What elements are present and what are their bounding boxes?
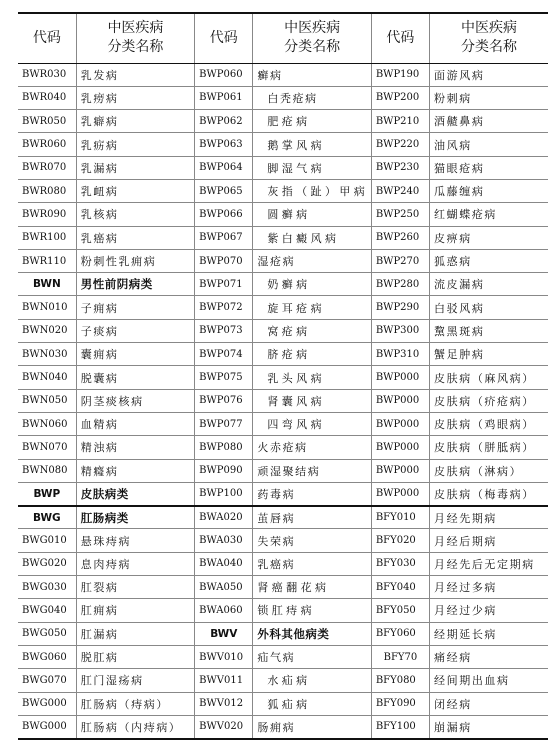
category-name-cell: 男性前阴病类 bbox=[76, 273, 194, 296]
code-cell: BWP000 bbox=[371, 482, 429, 505]
code-cell: BFY040 bbox=[371, 576, 429, 599]
disease-name-cell: 精癃病 bbox=[76, 459, 194, 482]
table-row bbox=[18, 226, 548, 249]
disease-name-cell: 顽湿聚结病 bbox=[253, 459, 371, 482]
category-code-cell: BWG bbox=[18, 506, 76, 529]
disease-name-cell: 锁肛痔病 bbox=[253, 599, 371, 622]
disease-name-cell: 狐惑病 bbox=[430, 249, 548, 272]
disease-name-cell: 湿疮病 bbox=[253, 249, 371, 272]
code-cell: BWP310 bbox=[371, 343, 429, 366]
disease-name-cell: 瓜藤缠病 bbox=[430, 179, 548, 202]
disease-name-cell: 息肉痔病 bbox=[76, 552, 194, 575]
disease-name-cell: 乳漏病 bbox=[76, 156, 194, 179]
table-header-row bbox=[18, 13, 548, 63]
code-cell: BWP063 bbox=[195, 133, 253, 156]
disease-name-cell: 脚湿气病 bbox=[253, 156, 371, 179]
code-cell: BWP074 bbox=[195, 343, 253, 366]
disease-name-cell: 白秃疮病 bbox=[253, 86, 371, 109]
disease-name-cell: 油风病 bbox=[430, 133, 548, 156]
disease-name-cell: 闭经病 bbox=[430, 692, 548, 715]
disease-name-cell: 茧唇病 bbox=[253, 506, 371, 529]
table-row bbox=[18, 110, 548, 133]
table-row bbox=[18, 436, 548, 459]
table-row bbox=[18, 86, 548, 109]
code-cell: BFY020 bbox=[371, 529, 429, 552]
disease-name-cell: 肾囊风病 bbox=[253, 389, 371, 412]
code-cell: BWP080 bbox=[195, 436, 253, 459]
category-name-cell: 皮肤病类 bbox=[76, 482, 194, 505]
code-cell: BWV020 bbox=[195, 715, 253, 738]
disease-name-cell: 乳癖病 bbox=[76, 110, 194, 133]
disease-name-cell: 旋耳疮病 bbox=[253, 296, 371, 319]
disease-name-cell: 灰指（趾）甲病 bbox=[253, 179, 371, 202]
disease-name-cell: 经间期出血病 bbox=[430, 669, 548, 692]
code-cell: BWP077 bbox=[195, 412, 253, 435]
code-cell: BWA060 bbox=[195, 599, 253, 622]
disease-name-cell: 肥疮病 bbox=[253, 110, 371, 133]
table-row bbox=[18, 529, 548, 552]
disease-name-cell: 鹅掌风病 bbox=[253, 133, 371, 156]
table-row bbox=[18, 319, 548, 342]
disease-name-cell: 脱囊病 bbox=[76, 366, 194, 389]
code-cell: BWG030 bbox=[18, 576, 76, 599]
table-row bbox=[18, 133, 548, 156]
disease-name-cell: 痛经病 bbox=[430, 645, 548, 668]
disease-name-cell: 白驳风病 bbox=[430, 296, 548, 319]
code-cell: BWR090 bbox=[18, 203, 76, 226]
code-cell: BWP061 bbox=[195, 86, 253, 109]
table-row bbox=[18, 552, 548, 575]
category-code-cell: BWP bbox=[18, 482, 76, 505]
code-cell: BWA020 bbox=[195, 506, 253, 529]
code-cell: BWP067 bbox=[195, 226, 253, 249]
table-row bbox=[18, 482, 548, 505]
table-row bbox=[18, 389, 548, 412]
disease-name-cell: 子痰病 bbox=[76, 319, 194, 342]
code-cell: BWR070 bbox=[18, 156, 76, 179]
disease-name-cell: 乳衄病 bbox=[76, 179, 194, 202]
disease-name-cell: 火赤疮病 bbox=[253, 436, 371, 459]
disease-name-cell: 月经过多病 bbox=[430, 576, 548, 599]
code-cell: BFY050 bbox=[371, 599, 429, 622]
table-row bbox=[18, 203, 548, 226]
disease-name-cell: 窝疮病 bbox=[253, 319, 371, 342]
code-cell: BWP062 bbox=[195, 110, 253, 133]
table-row bbox=[18, 179, 548, 202]
disease-name-cell: 失荣病 bbox=[253, 529, 371, 552]
table-row bbox=[18, 249, 548, 272]
code-cell: BWN050 bbox=[18, 389, 76, 412]
column-header-name-line1: 中医疾病 bbox=[107, 20, 164, 37]
code-cell: BWN010 bbox=[18, 296, 76, 319]
code-cell: BWR110 bbox=[18, 249, 76, 272]
column-header-name-line2: 分类名称 bbox=[284, 39, 341, 56]
code-cell: BWG000 bbox=[18, 715, 76, 738]
disease-name-cell: 月经后期病 bbox=[430, 529, 548, 552]
code-cell: BWP100 bbox=[195, 482, 253, 505]
disease-name-cell: 月经过少病 bbox=[430, 599, 548, 622]
disease-name-cell: 乳头风病 bbox=[253, 366, 371, 389]
table-row bbox=[18, 459, 548, 482]
code-cell: BWP260 bbox=[371, 226, 429, 249]
disease-name-cell: 乳癌病 bbox=[76, 226, 194, 249]
disease-name-cell: 红蝴蝶疮病 bbox=[430, 203, 548, 226]
disease-name-cell: 皮肤病（梅毒病） bbox=[430, 482, 548, 505]
disease-name-cell: 乳发病 bbox=[76, 63, 194, 86]
code-cell: BWP076 bbox=[195, 389, 253, 412]
code-cell: BWG070 bbox=[18, 669, 76, 692]
table-row bbox=[18, 506, 548, 529]
code-cell: BWP250 bbox=[371, 203, 429, 226]
disease-name-cell: 皮肤病（疥疮病） bbox=[430, 389, 548, 412]
table-row bbox=[18, 343, 548, 366]
code-cell: BWP300 bbox=[371, 319, 429, 342]
table-row bbox=[18, 692, 548, 715]
category-code-cell: BWN bbox=[18, 273, 76, 296]
code-cell: BWP000 bbox=[371, 459, 429, 482]
disease-name-cell: 肾癌翻花病 bbox=[253, 576, 371, 599]
disease-name-cell: 圆癣病 bbox=[253, 203, 371, 226]
code-cell: BFY030 bbox=[371, 552, 429, 575]
disease-name-cell: 囊痈病 bbox=[76, 343, 194, 366]
code-cell: BWP280 bbox=[371, 273, 429, 296]
disease-name-cell: 乳疬病 bbox=[76, 133, 194, 156]
disease-name-cell: 水疝病 bbox=[253, 669, 371, 692]
code-cell: BWP000 bbox=[371, 412, 429, 435]
disease-name-cell: 皮肤病（麻风病） bbox=[430, 366, 548, 389]
disease-name-cell: 猫眼疮病 bbox=[430, 156, 548, 179]
code-cell: BWG060 bbox=[18, 645, 76, 668]
disease-name-cell: 流皮漏病 bbox=[430, 273, 548, 296]
table-row bbox=[18, 156, 548, 179]
code-cell: BWR060 bbox=[18, 133, 76, 156]
column-header-code: 代码 bbox=[195, 13, 253, 63]
code-cell: BWP090 bbox=[195, 459, 253, 482]
table-row bbox=[18, 366, 548, 389]
code-cell: BWR050 bbox=[18, 110, 76, 133]
disease-name-cell: 崩漏病 bbox=[430, 715, 548, 738]
code-cell: BWG040 bbox=[18, 599, 76, 622]
disease-name-cell: 癣病 bbox=[253, 63, 371, 86]
code-cell: BWV011 bbox=[195, 669, 253, 692]
code-cell: BWP210 bbox=[371, 110, 429, 133]
disease-name-cell: 肛痈病 bbox=[76, 599, 194, 622]
disease-name-cell: 阴茎痰核病 bbox=[76, 389, 194, 412]
code-cell: BWP072 bbox=[195, 296, 253, 319]
disease-name-cell: 面游风病 bbox=[430, 63, 548, 86]
table-row bbox=[18, 645, 548, 668]
column-header-code: 代码 bbox=[18, 13, 76, 63]
disease-name-cell: 肠痈病 bbox=[253, 715, 371, 738]
column-header-name bbox=[253, 13, 371, 63]
disease-name-cell: 粉刺病 bbox=[430, 86, 548, 109]
disease-name-cell: 四弯风病 bbox=[253, 412, 371, 435]
code-cell: BWP000 bbox=[371, 389, 429, 412]
disease-name-cell: 疝气病 bbox=[253, 645, 371, 668]
column-header-name-line2: 分类名称 bbox=[107, 39, 164, 56]
disease-name-cell: 酒齄鼻病 bbox=[430, 110, 548, 133]
column-header-name bbox=[430, 13, 548, 63]
table-row bbox=[18, 576, 548, 599]
disease-name-cell: 狐疝病 bbox=[253, 692, 371, 715]
code-cell: BWG050 bbox=[18, 622, 76, 645]
disease-name-cell: 乳癌病 bbox=[253, 552, 371, 575]
disease-name-cell: 皮痹病 bbox=[430, 226, 548, 249]
code-cell: BWN080 bbox=[18, 459, 76, 482]
disease-name-cell: 肛门湿疡病 bbox=[76, 669, 194, 692]
code-cell: BWR080 bbox=[18, 179, 76, 202]
disease-code-table bbox=[18, 12, 548, 740]
code-cell: BWN070 bbox=[18, 436, 76, 459]
disease-name-cell: 紫白癜风病 bbox=[253, 226, 371, 249]
disease-name-cell: 皮肤病（鸡眼病） bbox=[430, 412, 548, 435]
disease-name-cell: 蟹足肿病 bbox=[430, 343, 548, 366]
code-cell: BWN030 bbox=[18, 343, 76, 366]
disease-name-cell: 乳核病 bbox=[76, 203, 194, 226]
code-cell: BWP000 bbox=[371, 366, 429, 389]
code-cell: BWP073 bbox=[195, 319, 253, 342]
disease-name-cell: 皮肤病（淋病） bbox=[430, 459, 548, 482]
disease-name-cell: 药毒病 bbox=[253, 482, 371, 505]
code-cell: BWP220 bbox=[371, 133, 429, 156]
disease-name-cell: 月经先后无定期病 bbox=[430, 552, 548, 575]
code-cell: BWP290 bbox=[371, 296, 429, 319]
code-cell: BWP065 bbox=[195, 179, 253, 202]
code-cell: BWG010 bbox=[18, 529, 76, 552]
disease-name-cell: 经期延长病 bbox=[430, 622, 548, 645]
code-cell: BFY060 bbox=[371, 622, 429, 645]
disease-name-cell: 脐疮病 bbox=[253, 343, 371, 366]
code-cell: BWR100 bbox=[18, 226, 76, 249]
code-cell: BFY010 bbox=[371, 506, 429, 529]
code-cell: BWV012 bbox=[195, 692, 253, 715]
column-header-name-line1: 中医疾病 bbox=[461, 20, 518, 37]
code-cell: BWR040 bbox=[18, 86, 76, 109]
disease-name-cell: 肛肠病（痔病） bbox=[76, 692, 194, 715]
code-cell: BWN060 bbox=[18, 412, 76, 435]
disease-name-cell: 悬珠痔病 bbox=[76, 529, 194, 552]
disease-name-cell: 肛漏病 bbox=[76, 622, 194, 645]
column-header-code: 代码 bbox=[371, 13, 429, 63]
disease-name-cell: 肛裂病 bbox=[76, 576, 194, 599]
code-cell: BWR030 bbox=[18, 63, 76, 86]
disease-name-cell: 皮肤病（胼胝病） bbox=[430, 436, 548, 459]
disease-name-cell: 血精病 bbox=[76, 412, 194, 435]
code-cell: BWV010 bbox=[195, 645, 253, 668]
code-cell: BWP000 bbox=[371, 436, 429, 459]
disease-name-cell: 脱肛病 bbox=[76, 645, 194, 668]
code-cell: BWP071 bbox=[195, 273, 253, 296]
code-cell: BWN040 bbox=[18, 366, 76, 389]
code-cell: BFY080 bbox=[371, 669, 429, 692]
code-cell: BWP200 bbox=[371, 86, 429, 109]
disease-name-cell: 黧黑斑病 bbox=[430, 319, 548, 342]
category-code-cell: BWV bbox=[195, 622, 253, 645]
code-cell: BWA040 bbox=[195, 552, 253, 575]
column-header-name-line1: 中医疾病 bbox=[284, 20, 341, 37]
table-row bbox=[18, 599, 548, 622]
code-cell: BFY70 bbox=[371, 645, 429, 668]
category-name-cell: 外科其他病类 bbox=[253, 622, 371, 645]
disease-name-cell: 肛肠病（内痔病） bbox=[76, 715, 194, 738]
category-name-cell: 肛肠病类 bbox=[76, 506, 194, 529]
code-cell: BWP066 bbox=[195, 203, 253, 226]
column-header-name-line2: 分类名称 bbox=[461, 39, 518, 56]
table-row bbox=[18, 715, 548, 738]
code-cell: BFY090 bbox=[371, 692, 429, 715]
disease-name-cell: 子痈病 bbox=[76, 296, 194, 319]
code-cell: BWP060 bbox=[195, 63, 253, 86]
table-row bbox=[18, 296, 548, 319]
code-cell: BWP240 bbox=[371, 179, 429, 202]
disease-name-cell: 乳痨病 bbox=[76, 86, 194, 109]
code-cell: BWA030 bbox=[195, 529, 253, 552]
code-cell: BWN020 bbox=[18, 319, 76, 342]
table-row bbox=[18, 669, 548, 692]
code-cell: BWG000 bbox=[18, 692, 76, 715]
table-row bbox=[18, 622, 548, 645]
code-cell: BWP075 bbox=[195, 366, 253, 389]
table-row bbox=[18, 63, 548, 86]
code-cell: BWP190 bbox=[371, 63, 429, 86]
disease-name-cell: 奶癣病 bbox=[253, 273, 371, 296]
table-row bbox=[18, 412, 548, 435]
code-cell: BWG020 bbox=[18, 552, 76, 575]
code-cell: BWA050 bbox=[195, 576, 253, 599]
code-cell: BWP064 bbox=[195, 156, 253, 179]
code-cell: BWP230 bbox=[371, 156, 429, 179]
table-row bbox=[18, 273, 548, 296]
disease-name-cell: 月经先期病 bbox=[430, 506, 548, 529]
column-header-name bbox=[76, 13, 194, 63]
code-cell: BWP070 bbox=[195, 249, 253, 272]
disease-name-cell: 精浊病 bbox=[76, 436, 194, 459]
disease-name-cell: 粉刺性乳痈病 bbox=[76, 249, 194, 272]
code-cell: BWP270 bbox=[371, 249, 429, 272]
code-cell: BFY100 bbox=[371, 715, 429, 738]
